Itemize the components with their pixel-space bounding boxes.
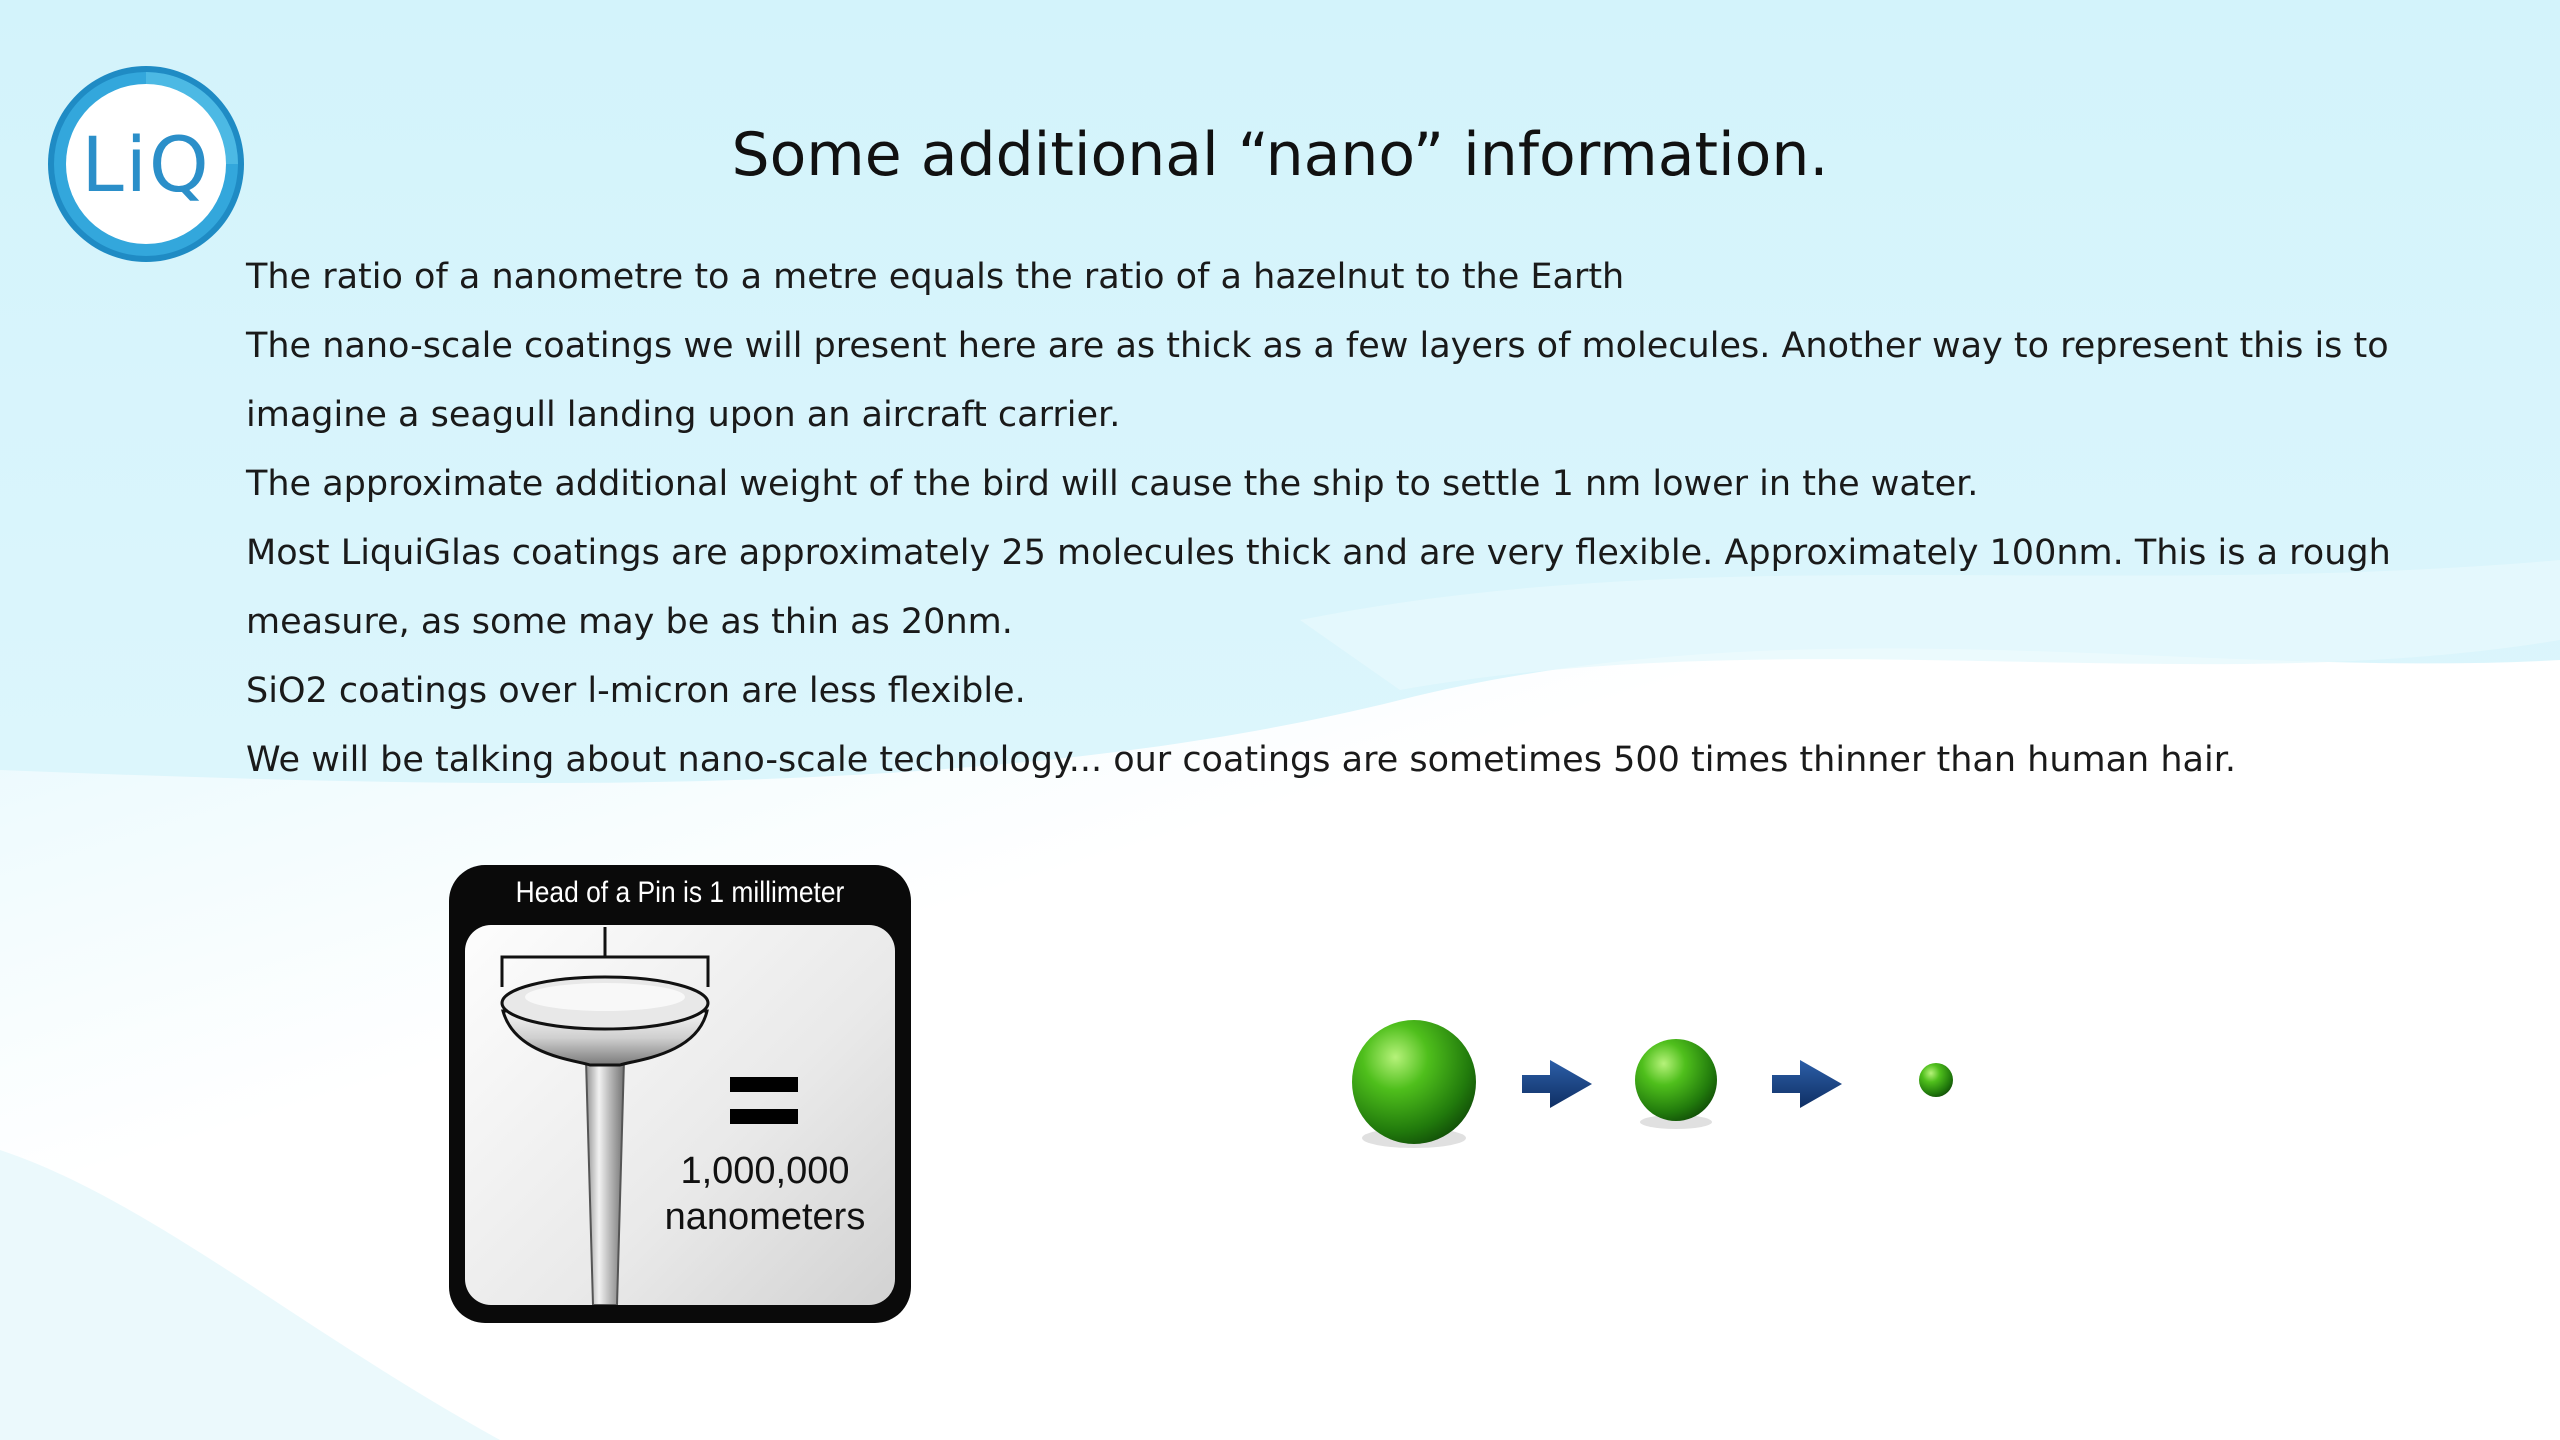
- paragraph: Most LiquiGlas coatings are approximately 25 molecules thick and are very flexible. Approximately 100nm. This is a rough measure, as some may be as thin as 20nm.: [246, 533, 2391, 642]
- equals-sign: [730, 1077, 800, 1127]
- paragraph: The approximate additional weight of the bird will cause the ship to settle 1 nm lower in the water.: [246, 464, 1979, 504]
- pin-icon: [465, 925, 895, 1305]
- logo-text: LiQ: [81, 119, 211, 209]
- pin-graphic-unit: nanometers: [664, 1196, 866, 1238]
- arrow-right-icon: [1772, 1060, 1842, 1108]
- paragraph: The nano-scale coatings we will present here are as thick as a few layers of molecules. Another way to represent this is to imagine a seagull landing upon an aircraft carrier.: [246, 326, 2389, 435]
- paragraph: The ratio of a nanometre to a metre equals the ratio of a hazelnut to the Earth: [246, 257, 1625, 297]
- pin-graphic-title: Head of a Pin is 1 millimeter: [515, 876, 845, 909]
- arrow-right-icon: [1522, 1060, 1592, 1108]
- paragraph: We will be talking about nano-scale technology... our coatings are sometimes 500 times thinner than human hair.: [246, 740, 2237, 780]
- sphere-icon: [1635, 1039, 1717, 1121]
- paragraph: SiO2 coatings over l-micron are less flexible.: [246, 671, 1026, 711]
- slide-title: Some additional “nano” information.: [731, 120, 1829, 190]
- sphere-icon: [1919, 1063, 1953, 1097]
- sphere-icon: [1352, 1020, 1476, 1144]
- shrinking-spheres: [1340, 1010, 1980, 1160]
- pin-graphic-count: 1,000,000: [680, 1150, 850, 1192]
- slide-body: [246, 243, 2516, 795]
